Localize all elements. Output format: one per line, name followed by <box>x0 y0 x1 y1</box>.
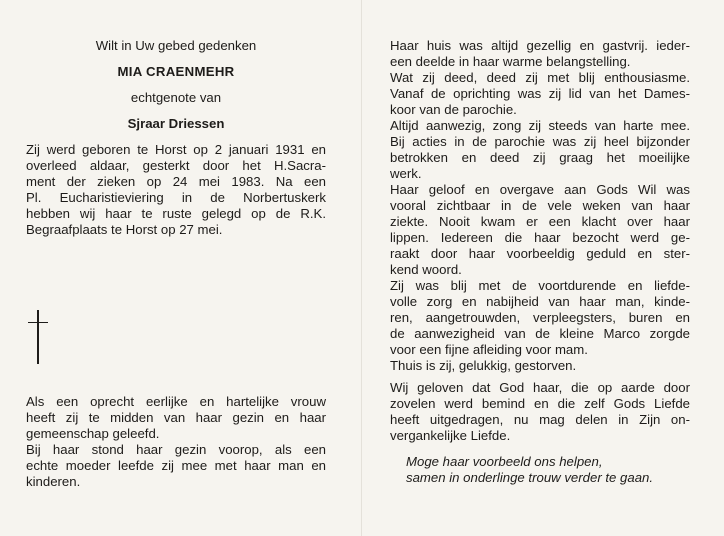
tribute-paragraph <box>26 394 326 490</box>
main-line: Vanaf de oprichting was zij lid van het Dames- <box>390 86 690 101</box>
bio-paragraph <box>26 142 326 238</box>
main-line: de aanwezigheid van de kleine Marco zorgde <box>390 326 690 341</box>
tribute-line: gemeenschap geleefd. <box>26 426 160 441</box>
tribute-line: Als een oprecht eerlijke en hartelijke vrouw <box>26 394 326 409</box>
bio-line: Pl. Eucharistieviering in de Norbertuskerk <box>26 190 326 205</box>
closing-paragraph <box>390 380 690 486</box>
main-line: Thuis is zij, gelukkig, gestorven. <box>390 358 577 373</box>
prayer-text <box>406 454 690 486</box>
closing-line: Wij geloven dat God haar, die op aarde door <box>390 380 690 395</box>
main-line: raakt door haar voorbeeldig geduld en ster- <box>390 246 690 261</box>
closing-line: vergankelijke Liefde. <box>390 428 511 443</box>
bio-line: overleed aldaar, gesterkt door het H.Sacra- <box>26 158 326 173</box>
cross-icon <box>28 310 48 364</box>
deceased-name: MIA CRAENMEHR <box>117 64 235 79</box>
closing-line: heeft uitgedragen, nu mag delen in Zijn on- <box>390 412 690 427</box>
main-line: werk. <box>390 166 422 181</box>
tribute-line: kinderen. <box>26 474 81 489</box>
tribute-line: echte moeder leefde zij mee met haar man en <box>26 458 326 473</box>
main-line: betrokken en deed zij graag het moeilijke <box>390 150 690 165</box>
main-line: Haar huis was altijd gezellig en gastvrij. ieder- <box>390 38 690 53</box>
spouse-name: Sjraar Driessen <box>127 116 225 131</box>
spouse-label: echtgenote van <box>130 90 222 105</box>
card-fold <box>361 0 362 536</box>
main-line: Wat zij deed, deed zij met blij enthousiasme. <box>390 70 690 85</box>
main-line: Haar geloof en overgave aan Gods Wil was <box>390 182 690 197</box>
main-line: koor van de parochie. <box>390 102 517 117</box>
intro-text: Wilt in Uw gebed gedenken <box>95 38 257 53</box>
tribute-line: heeft zij te midden van haar gezin en haar <box>26 410 326 425</box>
main-line: Altijd aanwezig, zong zij steeds van harte mee. <box>390 118 690 133</box>
closing-line: zovelen werd bemind en die zelf Gods Liefde <box>390 396 690 411</box>
main-line: vooral zichtbaar in de vele weken van haar <box>390 198 690 213</box>
main-line: ren, aangetrouwden, verpleegsters, buren en <box>390 310 690 325</box>
main-line: lippen. Iedereen die haar bezocht werd ge- <box>390 230 690 245</box>
right-page <box>390 38 690 374</box>
tribute-line: Bij haar stond haar gezin voorop, als een <box>26 442 326 457</box>
main-line: een deelde in haar warme belangstelling. <box>390 54 631 69</box>
bio-line: hebben wij haar te ruste gelegd op de R.K. <box>26 206 326 221</box>
main-line: kend woord. <box>390 262 462 277</box>
bio-line: Zij werd geboren te Horst op 2 januari 1931 en <box>26 142 326 157</box>
bio-line: ment der zieken op 24 mei 1983. Na een <box>26 174 326 189</box>
main-line: volle zorg en nabijheid van haar man, kinde- <box>390 294 690 309</box>
prayer-line: samen in onderlinge trouw verder te gaan. <box>406 470 654 485</box>
left-page <box>26 38 326 238</box>
prayer-line: Moge haar voorbeeld ons helpen, <box>406 454 603 469</box>
main-line: ziekte. Nooit kwam er een klacht over haar <box>390 214 690 229</box>
main-line: voor een fijne afleiding voor mam. <box>390 342 588 357</box>
bio-line: Begraafplaats te Horst op 27 mei. <box>26 222 223 237</box>
main-line: Zij was blij met de voortdurende en liefde- <box>390 278 690 293</box>
main-line: Bij acties in de parochie was zij heel bijzonder <box>390 134 690 149</box>
